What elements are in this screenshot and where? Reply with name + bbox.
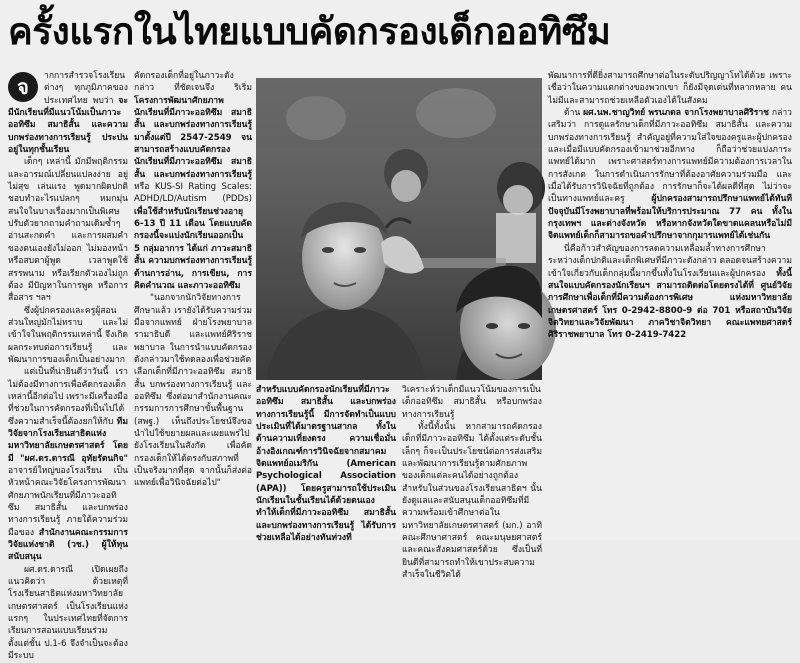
col4-p3-contact: ทั้งนี้ สนใจแบบคัดกรองนักเรียนฯ สามารถติดต่อโดยตรงได้ที่ ศูนย์วิจัยการศึกษาเพื่อเด็กที่มีความต้องการพิเศษ แห่งมหาวิทยาลัยเกษตรศาสตร์ (548, 268, 792, 316)
col4-p3-phone: โทร 0-2942-8800-9 ต่อ 701 หรือสถาบันวิจัยจิตวิทยาและวิจัยพัฒนา ภาควิชาจิตวิทยา คณะแพทยศาสตร์ศิริราชพยาบาล โทร 0-2419-7422 (548, 305, 793, 341)
photo-children-classroom (256, 78, 542, 380)
bottom-col1-text: สำหรับแบบคัดกรองนักเรียนที่มีภาวะออทิซึม สมาธิสั้น และบกพร่องทางการเรียนรู้นี้ มีการจัดทำเป็นแบบประเมินที่ได้มาตรฐานสากล ทั้งในด้านความเที่ยงตรง ความเชื่อมั่น อ้างอิงเกณฑ์การวินิจฉัยจากสมาคมจิตแพทย์อเมริกัน (American Psychological Association (APA)) โดยครูสามารถใช้ประเมินนักเรียนในชั้นเรียนได้ด้วยตนเอง ทำให้เด็กที่มีภาวะออทิซึม สมาธิสั้น และบกพร่องทางการเรียนรู้ ได้รับการช่วยเหลือได้อย่างทันท่วงที (256, 385, 396, 544)
col4-p2-bold: ผู้ปกครองสามารถปรึกษาแพทย์ได้ทันที ปัจจุบันมีโรงพยาบาลที่พร้อมให้บริการประมาณ 77 คน ทั้งในกรุงเทพฯ และต่างจังหวัด หรือหากจังหวัดใดขาดแคลนหรือไม่มีจิตแพทย์เด็กก็สามารถขอคำปรึกษาจากกุมารแพทย์ได้เช่นกัน (548, 194, 792, 242)
col1-p4-researcher: "ผศ.ดร.ดารณี อุทัยรัตนกิจ" (20, 453, 128, 464)
col2-paragraph-1 (134, 70, 252, 292)
bottom-column-2 (402, 384, 542, 581)
col4-p2-lead: ด้าน (564, 108, 581, 119)
dropcap-letter: จ (8, 72, 38, 102)
col4-p2-doctor: ผศ.นพ.ชาญวิทย์ พรนภดล จากโรงพยาบาลศิริราช (583, 108, 770, 119)
col1-intro-bold: จะมีนักเรียนที่มีแนวโน้มเป็นภาวะออทิซึม สมาธิสั้น และความบกพร่องทางการเรียนรู้ ประปนอยู่ในทุกชั้นเรียน (8, 95, 128, 156)
col1-intro-text: ากการสำรวจโรงเรียนต่างๆ ทุกภูมิภาคของประเทศไทย พบว่า (44, 71, 128, 106)
col1-paragraph-2: เด็กๆ เหล่านี้ มักมีพฤติกรรมและอารมณ์เปลี่ยนแปลงง่าย อยู่ไม่สุข เล่นแรง พูดมากผิดปกติ ชอบทำอะไรแปลกๆ หมกมุ่นสนใจในบางเรื่องมากเป็นพิเศษปรับตัวยากถามคำถามเดิมซ้ำๆ อ่านสะกดคำ และการผสมคำของตนเองยังไม่ออก ไม่มองหน้า หรือสบตาผู้พูด เวลาพูดใช้สรรพนาม หรือเรียกตัวเองไม่ถูกต้อง มีปัญหาในการพูด หรือการสื่อสาร ฯลฯ (8, 157, 128, 304)
col1-p4-text-2: อาจารย์ใหญ่ของโรงเรียน เป็นหัวหน้าคณะวิจัยโครงการพัฒนาศักยภาพนักเรียนที่มีภาวะออทิซึม สมาธิสั้น และบกพร่องทางการเรียนรู้ ภายใต้ความร่วมมือของ (8, 466, 128, 538)
column-2 (134, 70, 252, 540)
col1-p4-text: แต่เป็นที่น่ายินดีว่าวันนี้ เราไม่ต้องมีทางการเพื่อคัดกรองเด็กเหล่านี้อีกต่อไป เพราะมีเครื่องมือที่ช่วยในการคัดกรองที่เป็นไปได้ ซึ่งความสำเร็จนี้ต้องยกให้กับ (8, 367, 128, 427)
column-4 (548, 70, 792, 540)
col2-p1-scale-name: หรือ KUS-SI Rating Scales: ADHD/LD/Autism (PDDs) (134, 182, 252, 205)
column-1 (8, 70, 128, 662)
col1-paragraph-3: ซึ่งผู้ปกครองและครูผู้สอนส่วนใหญ่มักไม่ทราบ และไม่เข้าใจในพฤติกรรมเหล่านี้ จึงเกิดผลกระทบต่อการเรียนรู้ และพัฒนาการของเด็กเป็นอย่างมาก (8, 305, 128, 365)
col4-p2-text: กล่าวเสริมว่า การดูแลรักษาเด็กที่มีภาวะออทิซึม สมาธิสั้น และความบกพร่องทางการเรียนรู้ สำคัญอยู่ที่ความใส่ใจของครูและผู้ปกครอง และเมื่อมีแบบคัดกรองเข้ามาช่วยอีกทาง ก็ถือว่าช่วยแบ่งภาระแพทย์ได้มาก เพราะศาสตร์ทางการแพทย์มีความต้องการเวลาในการสังเกต ในการดำเนินการรักษาที่ต้องอาศัยความร่วมมือ และเมื่อได้รับการวินิจฉัยที่ถูกต้อง การรักษาก็จะได้ผลดีที่สุด ไม่ว่าจะเป็นทางแพทย์และครู (548, 108, 792, 205)
col2-p1-bold: โครงการพัฒนาศักยภาพนักเรียนที่มีภาวะออทิซึม สมาธิสั้น และบกพร่องทางการเรียนรู้ มาตั้งแต่ปี 2547-2549 จนสามารถสร้างแบบคัดกรองนักเรียนที่มีภาวะออทิซึม สมาธิสั้น และบกพร่องทางการเรียนรู้ (134, 95, 252, 180)
col2-p1-text: คัดกรองเด็กที่อยู่ในภาวะดังกล่าว ที่ชัดเจนจึง ริเริ่ม (134, 71, 252, 94)
bottom-col2-paragraph: ทั้งนี้ทั้งนั้น หากสามารถคัดกรองเด็กที่มีภาวะออทิซึม ได้ตั้งแต่ระดับชั้นเล็กๆ ก็จะเป็นประโยชน์ต่อการส่งเสริม และพัฒนาการเรียนรู้ตามศักยภาพของเด็กแต่ละคนได้อย่างถูกต้อง สำหรับในส่วนของโรงเรียนสาธิตฯ นั้น ยังดูแลและสนับสนุนเด็กออทิซึมที่มีความพร้อมเข้าศึกษาต่อในมหาวิทยาลัยเกษตรศาสตร์ (มก.) อาทิ คณะศึกษาศาสตร์ คณะมนุษยศาสตร์ และคณะสังคมศาสตร์ด้วย ซึ่งเป็นที่ยินดีที่สามารถทำให้เขาประสบความสำเร็จในชีวิตได้ (402, 422, 542, 581)
col4-p3-text: นี่คือก้าวสำคัญของการลดความเหลื่อมล้ำทางการศึกษา ระหว่างเด็กปกติและเด็กพิเศษที่มีภาวะดังกล่าว ตลอดจนสร้างความเข้าใจเกี่ยวกับเด็กกลุ่มนี้มากขึ้นทั้งในโรงเรียนและผู้ปกครอง (548, 243, 792, 279)
col4-paragraph-3 (548, 243, 792, 342)
article-photo (256, 78, 542, 380)
col1-p4-bold: ทีมวิจัยจากโรงเรียนสาธิตแห่งมหาวิทยาลัยเกษตรศาสตร์ โดยมี (8, 416, 128, 464)
col2-p1-bold-2: เพื่อใช้สำหรับนักเรียนช่วงอายุ 6-13 ปี 11 เดือน โดยแบบคัดกรองนี้จะแบ่งนักเรียนออกเป็น 5 กลุ่มอาการ ได้แก่ ภาวะสมาธิสั้น ความบกพร่องทางการเรียนรู้ด้านการอ่าน, การเขียน, การคิดคำนวณ และภาวะออทิซึม (134, 206, 252, 291)
col2-paragraph-2: "นอกจากนักวิจัยทางการศึกษาแล้ว เรายังได้รับความร่วมมือจากแพทย์ ฝ่ายโรงพยาบาลรามาธิบดี และแพทย์ศิริราชพยาบาล ในการนำแบบคัดกรองดังกล่าวมาใช้ทดลองเพื่อช่วยคัดเลือกเด็กที่มีภาวะออทิซึม สมาธิสั้น บกพร่องทางการเรียนรู้ และออทิซึม ซึ่งต่อมาสำนักงานคณะกรรมการการศึกษาขั้นพื้นฐาน (สพฐ.) เห็นถึงประโยชน์จึงขอนำไปใช้ขยายผลและเผยแพร่ไปยังโรงเรียนในสังกัด เพื่อคัดกรองเด็กให้ได้ตรงกับสภาพที่เป็นจริงมากที่สุด จากนั้นก็ส่งต่อแพทย์เพื่อวินิจฉัยต่อไป" (134, 293, 252, 489)
col1-p4-funder: สำนักงานคณะกรรมการวิจัยแห่งชาติ (วช.) ผู้ให้ทุนสนับสนุน (8, 527, 128, 563)
col4-paragraph-2 (548, 107, 792, 243)
col4-paragraph-1: พัฒนาการที่ดียิ่งสามารถศึกษาต่อในระดับปริญญาโทได้ด้วย เพราะเชื่อว่าในความแตกต่างของพวกเขา ก็ยังมีจุดเด่นที่หลากหลาย คนไม่มีและสามารถช่วยเหลือตัวเองได้ในสังคม (548, 71, 792, 106)
col1-paragraph-4 (8, 366, 128, 564)
bottom-col2-intro: วิเคราะห์ว่าเด็กมีแนวโน้มของการเป็นเด็กออทิซึม สมาธิสั้น หรือบกพร่องทางการเรียนรู้ (402, 385, 542, 420)
col1-paragraph-5: ผศ.ดร.ดารณี เปิดเผยถึงแนวคิดว่า ด้วยเหตุที่โรงเรียนสาธิตแห่งมหาวิทยาลัยเกษตรศาสตร์ เป็นโรงเรียนแห่งแรกๆ ในประเทศไทยที่จัดการเรียนการสอนแบบเรียนร่วมตั้งแต่ชั้น ป.1-6 จึงจำเป็นจะต้องมีระบบ (8, 564, 128, 662)
bottom-column-1 (256, 384, 396, 544)
headline: ครั้งแรกในไทยแบบคัดกรองเด็กออทิซึม (8, 10, 611, 53)
